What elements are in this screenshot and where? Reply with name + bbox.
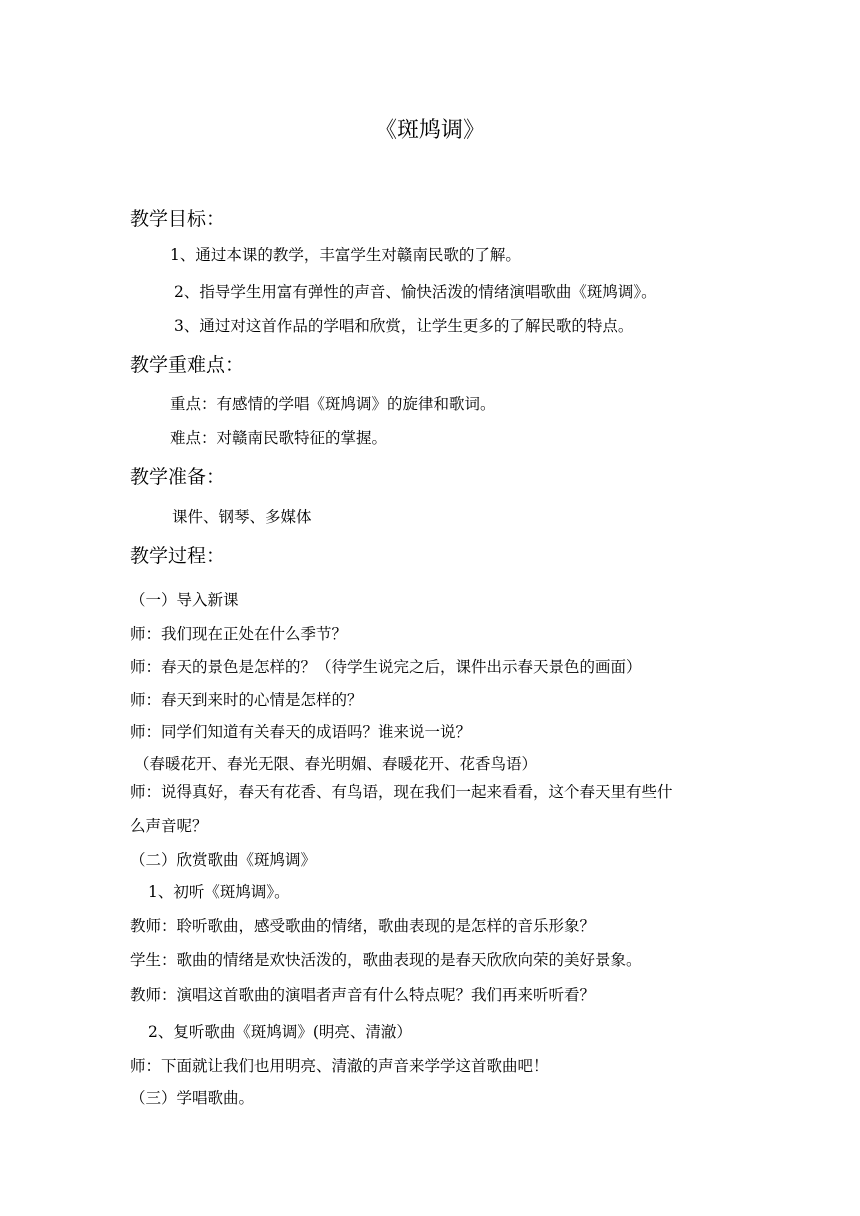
process-line: 1、初听《斑鸠调》。 (148, 883, 290, 901)
process-line: 师：春天到来时的心情是怎样的？ (130, 691, 363, 709)
process-line: 教师：聆听歌曲，感受歌曲的情绪，歌曲表现的是怎样的音乐形象？ (130, 917, 596, 935)
objectives-heading: 教学目标： (130, 208, 226, 230)
objective-item-1: 1、通过本课的教学，丰富学生对赣南民歌的了解。 (170, 246, 521, 264)
process-line: （春暖花开、春光无限、春光明媚、春暖花开、花香鸟语） (134, 755, 538, 773)
process-line: 2、复听歌曲《斑鸠调》(明亮、清澈） (148, 1023, 412, 1041)
key-point-item-2: 难点：对赣南民歌特征的掌握。 (170, 429, 388, 447)
process-line: 教师：演唱这首歌曲的演唱者声音有什么特点呢？我们再来听听看？ (130, 986, 596, 1004)
objective-item-2: 2、指导学生用富有弹性的声音、愉快活泼的情绪演唱歌曲《斑鸠调》。 (174, 283, 657, 301)
key-point-item-1: 重点：有感情的学唱《斑鸠调》的旋律和歌词。 (170, 395, 496, 413)
process-line: 师：说得真好，春天有花香、有鸟语，现在我们一起来看看，这个春天里有些什 (130, 783, 673, 801)
document-title: 《斑鸠调》 (374, 118, 485, 143)
process-line: （一）导入新课 (130, 591, 239, 609)
process-line: 师：同学们知道有关春天的成语吗？谁来说一说？ (130, 723, 472, 741)
process-line: （二）欣赏歌曲《斑鸠调》 (130, 851, 317, 869)
process-line: 师：春天的景色是怎样的？（待学生说完之后，课件出示春天景色的画面） (130, 658, 642, 676)
process-line: 师：下面就让我们也用明亮、清澈的声音来学学这首歌曲吧！ (130, 1057, 549, 1075)
preparation-item-1: 课件、钢琴、多媒体 (172, 508, 312, 526)
process-line: 师：我们现在正处在什么季节？ (130, 625, 348, 643)
process-line: 学生：歌曲的情绪是欢快活泼的，歌曲表现的是春天欣欣向荣的美好景象。 (130, 951, 642, 969)
process-line: 么声音呢？ (130, 817, 208, 835)
objective-item-3: 3、通过对这首作品的学唱和欣赏，让学生更多的了解民歌的特点。 (174, 317, 634, 335)
process-line: （三）学唱歌曲。 (130, 1089, 255, 1107)
process-heading: 教学过程： (130, 545, 226, 567)
preparation-heading: 教学准备： (130, 466, 226, 488)
key-points-heading: 教学重难点： (130, 354, 245, 376)
